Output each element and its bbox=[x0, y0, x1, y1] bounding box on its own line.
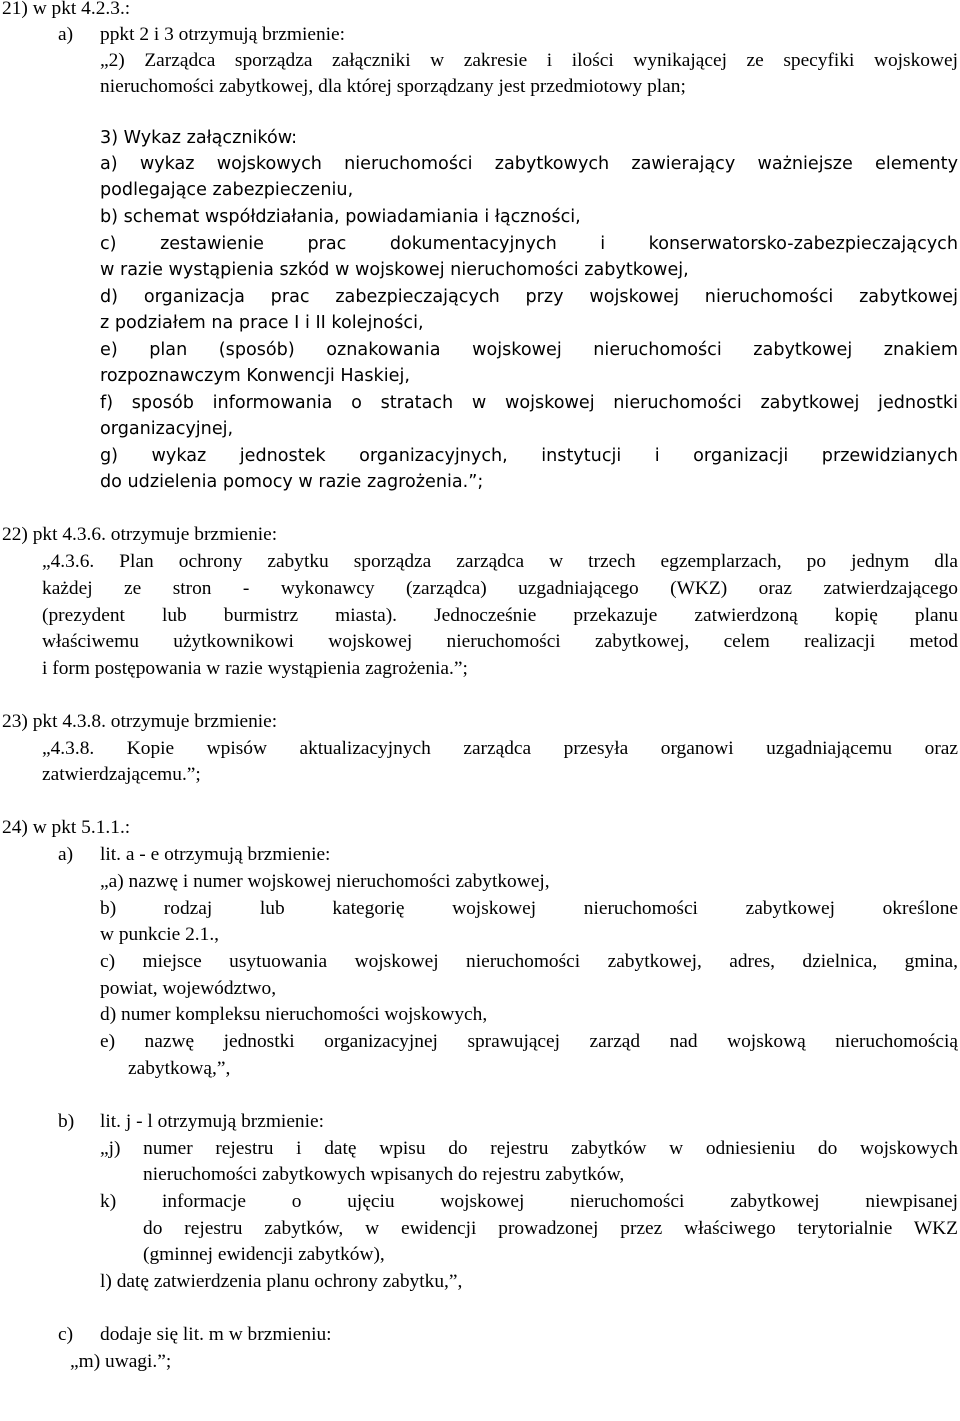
item-24-b-text: lit. j - l otrzymują brzmienie: bbox=[100, 1111, 325, 1132]
item-22-line: (prezydent lub burmistrz miasta). Jednocześnie przekazuje zatwierdzoną kopię planu bbox=[42, 605, 958, 626]
item-21-list-line: c) zestawienie prac dokumentacyjnych i konserwatorsko-zabezpieczających bbox=[100, 234, 958, 254]
item-24-a-line: zabytkową,”, bbox=[128, 1058, 231, 1079]
item-24-a-line: powiat, województwo, bbox=[100, 978, 277, 999]
item-21-list-line: d) organizacja prac zabezpieczających przy wojskowej nieruchomości zabytkowej bbox=[100, 287, 958, 307]
item-24-b-line: „j) numer rejestru i datę wpisu do rejestru zabytków w odniesieniu do wojskowych bbox=[100, 1138, 958, 1159]
item-24-c-line: „m) uwagi.”; bbox=[70, 1351, 172, 1372]
item-21-header: 21) w pkt 4.2.3.: bbox=[2, 0, 131, 19]
item-24-c-label: c) bbox=[58, 1324, 74, 1345]
item-21-list-line: b) schemat współdziałania, powiadamiania i łączności, bbox=[100, 207, 581, 227]
item-24-b-line: l) datę zatwierdzenia planu ochrony zabytku,”, bbox=[100, 1271, 463, 1292]
item-24-a-line: w punkcie 2.1., bbox=[100, 924, 220, 945]
item-24-a-line: „a) nazwę i numer wojskowej nieruchomości zabytkowej, bbox=[100, 871, 550, 892]
item-24-header: 24) w pkt 5.1.1.: bbox=[2, 817, 131, 838]
item-21-a-text: ppkt 2 i 3 otrzymują brzmienie: bbox=[100, 24, 346, 45]
item-22-line: każdej ze stron - wykonawcy (zarządca) uzgadniającego (WKZ) oraz zatwierdzającego bbox=[42, 578, 958, 599]
item-23-header: 23) pkt 4.3.8. otrzymuje brzmienie: bbox=[2, 711, 278, 732]
item-22-line: właściwemu użytkownikowi wojskowej nieruchomości zabytkowej, celem realizacji metod bbox=[42, 631, 958, 652]
item-24-b-label: b) bbox=[58, 1111, 75, 1132]
item-24-a-text: lit. a - e otrzymują brzmienie: bbox=[100, 844, 331, 865]
item-22-line: i form postępowania w razie wystąpienia zagrożenia.”; bbox=[42, 658, 468, 679]
item-21-list-line: organizacyjnej, bbox=[100, 419, 234, 439]
item-24-c-text: dodaje się lit. m w brzmieniu: bbox=[100, 1324, 332, 1345]
item-24-a-line: c) miejsce usytuowania wojskowej nieruchomości zabytkowej, adres, dzielnica, gmina, bbox=[100, 951, 958, 972]
item-24-a-line: e) nazwę jednostki organizacyjnej sprawującej zarząd nad wojskową nieruchomością bbox=[100, 1031, 958, 1052]
item-22-line: „4.3.6. Plan ochrony zabytku sporządza zarządca w trzech egzemplarzach, po jednym dla bbox=[42, 551, 958, 572]
item-21-list-line: f) sposób informowania o stratach w wojskowej nieruchomości zabytkowej jednostki bbox=[100, 393, 958, 413]
item-21-list-line: a) wykaz wojskowych nieruchomości zabytkowych zawierający ważniejsze elementy bbox=[100, 154, 958, 174]
item-21-list-line: do udzielenia pomocy w razie zagrożenia.”; bbox=[100, 472, 484, 492]
item-24-b-line: (gminnej ewidencji zabytków), bbox=[143, 1244, 385, 1265]
item-21-list-line: w razie wystąpienia szkód w wojskowej nieruchomości zabytkowej, bbox=[100, 260, 689, 280]
item-21-list-line: g) wykaz jednostek organizacyjnych, instytucji i organizacji przewidzianych bbox=[100, 446, 958, 466]
item-23-line: „4.3.8. Kopie wpisów aktualizacyjnych zarządca przesyła organowi uzgadniającemu oraz bbox=[42, 738, 958, 759]
item-24-b-line: do rejestru zabytków, w ewidencji prowadzonej przez właściwego terytorialnie WKZ bbox=[143, 1218, 958, 1239]
item-21-list-line: podlegające zabezpieczeniu, bbox=[100, 180, 354, 200]
item-21-a-label: a) bbox=[58, 24, 74, 45]
item-21-quote-line: nieruchomości zabytkowej, dla której sporządzany jest przedmiotowy plan; bbox=[100, 76, 686, 97]
item-24-b-line: k) informacje o ujęciu wojskowej nieruchomości zabytkowej niewpisanej bbox=[100, 1191, 958, 1212]
item-21-quote-line: „2) Zarządca sporządza załączniki w zakresie i ilości wynikającej ze specyfiki wojskowej bbox=[100, 50, 958, 71]
item-24-a-line: b) rodzaj lub kategorię wojskowej nieruchomości zabytkowej określone bbox=[100, 898, 958, 919]
item-21-list-line: rozpoznawczym Konwencji Haskiej, bbox=[100, 366, 410, 386]
item-24-a-label: a) bbox=[58, 844, 74, 865]
item-23-line: zatwierdzającemu.”; bbox=[42, 764, 201, 785]
item-21-list-line: 3) Wykaz załączników: bbox=[100, 128, 298, 148]
item-24-b-line: nieruchomości zabytkowych wpisanych do rejestru zabytków, bbox=[143, 1164, 625, 1185]
item-21-list-line: e) plan (sposób) oznakowania wojskowej nieruchomości zabytkowej znakiem bbox=[100, 340, 958, 360]
item-21-list-line: z podziałem na prace I i II kolejności, bbox=[100, 313, 424, 333]
item-24-a-line: d) numer kompleksu nieruchomości wojskowych, bbox=[100, 1004, 488, 1025]
item-22-header: 22) pkt 4.3.6. otrzymuje brzmienie: bbox=[2, 524, 278, 545]
